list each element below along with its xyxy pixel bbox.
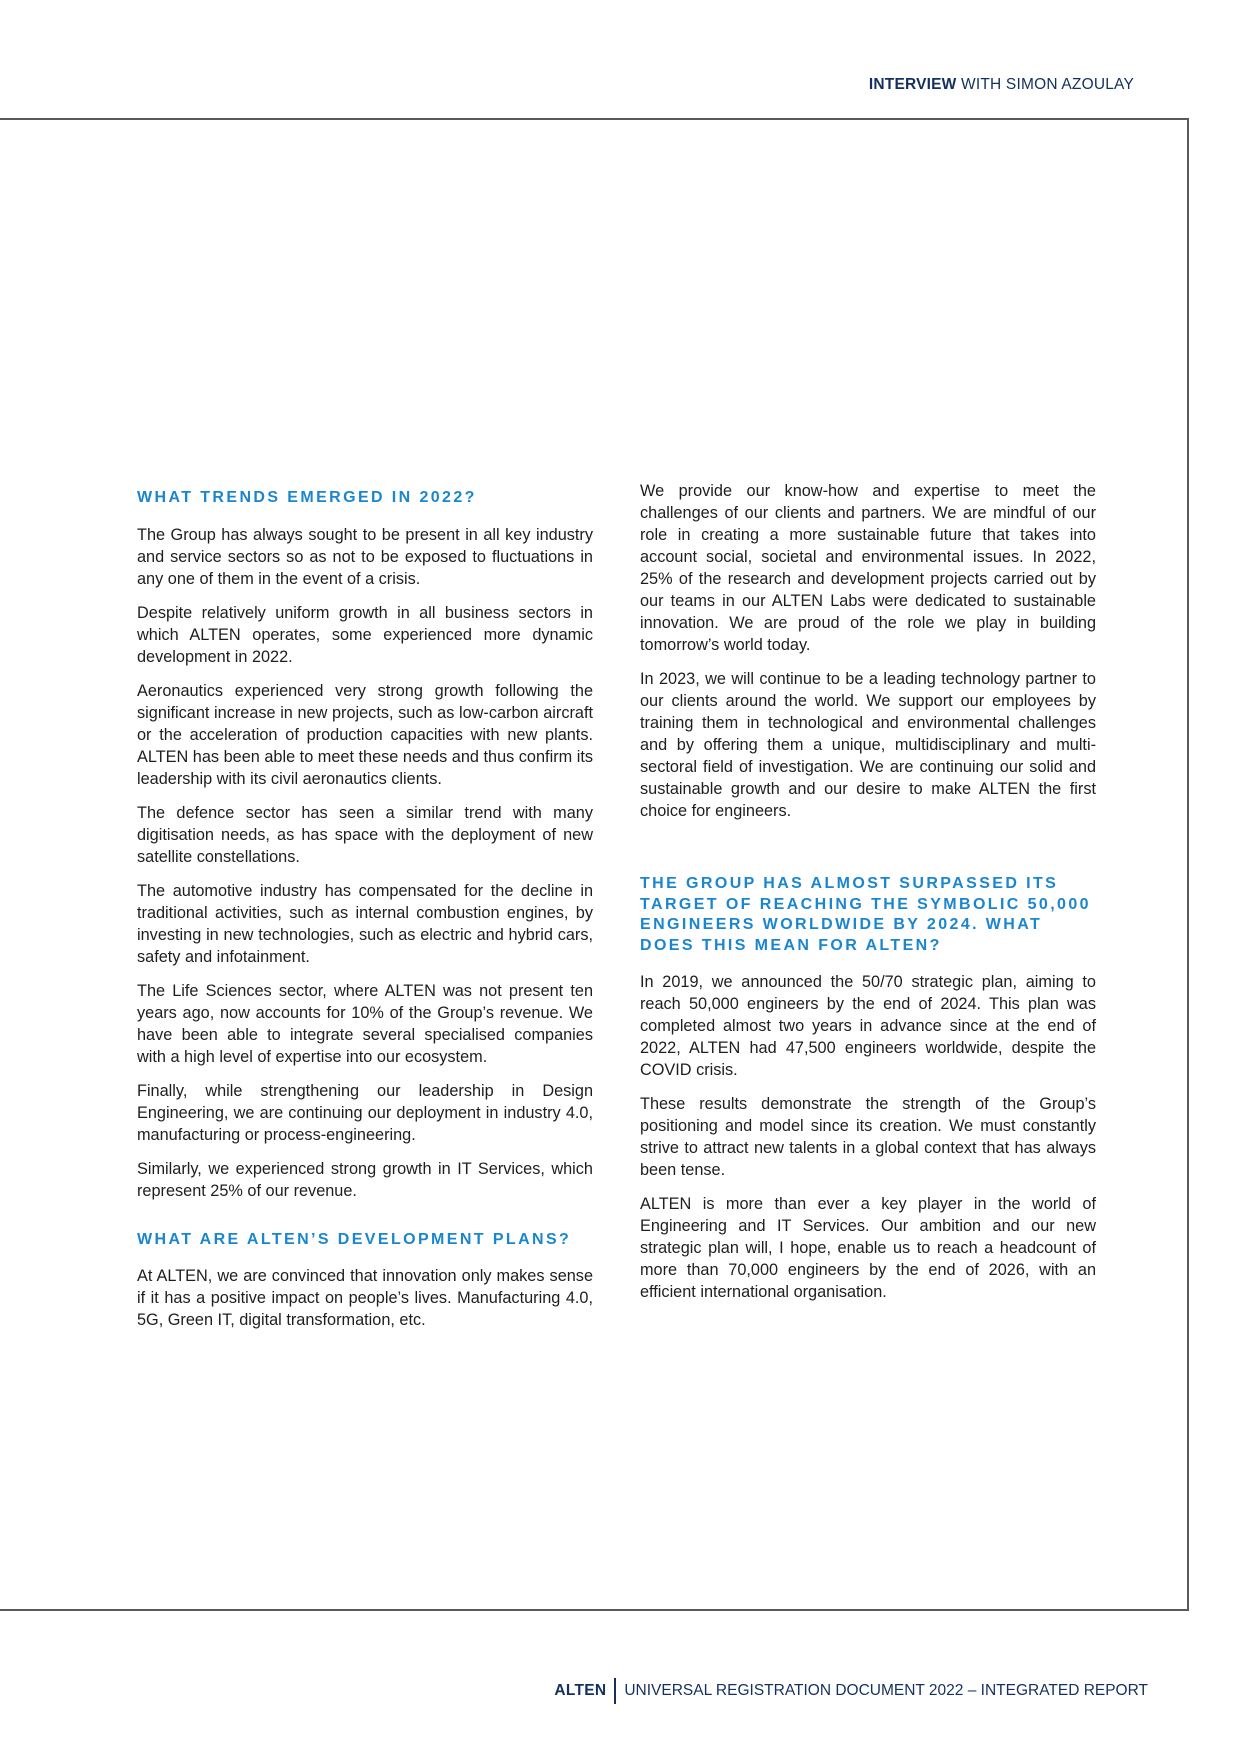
paragraph: ALTEN is more than ever a key player in the world of Engineering and IT Services. Our ambition and our new strategic plan will, I hope, enable us to reach a headcount of more than 70,000 engineers by the end of 2026, with an efficient international organisation.	[640, 1195, 1096, 1301]
left-column	[137, 488, 593, 1343]
paragraph: The automotive industry has compensated for the decline in traditional activities, such as internal combustion engines, by investing in new technologies, such as electric and hybrid cars, safety and infotainment.	[137, 881, 593, 966]
paragraph: In 2023, we will continue to be a leading technology partner to our clients around the world. We support our employees by training them in technological and environmental challenges and by offering them a unique, multidisciplinary and multi-sectoral field of investigation. We are continuing our solid and sustainable growth and our desire to make ALTEN the first choice for engineers.	[640, 670, 1096, 820]
right-column	[640, 480, 1096, 1315]
paragraph: The Group has always sought to be present in all key industry and service sectors so as not to be exposed to fluctuations in any one of them in the event of a crisis.	[137, 525, 593, 588]
paragraph: The defence sector has seen a similar trend with many digitisation needs, as has space with the deployment of new satellite constellations.	[137, 803, 593, 866]
running-head-subject: WITH SIMON AZOULAY	[956, 76, 1134, 93]
section-heading-trends: WHAT TRENDS EMERGED IN 2022?	[137, 489, 477, 506]
paragraph: These results demonstrate the strength of the Group’s positioning and model since its creation. We must constantly strive to attract new talents in a global context that has always been tense.	[640, 1095, 1096, 1179]
paragraph: At ALTEN, we are convinced that innovation only makes sense if it has a positive impact on people’s lives. Manufacturing 4.0, 5G, Green IT, digital transformation, etc.	[137, 1267, 593, 1329]
paragraph: The Life Sciences sector, where ALTEN was not present ten years ago, now accounts for 10% of the Group’s revenue. We have been able to integrate several specialised companies with a high level of expertise into our ecosystem.	[137, 981, 593, 1066]
paragraph: Despite relatively uniform growth in all business sectors in which ALTEN operates, some experienced more dynamic development in 2022.	[137, 603, 593, 666]
footer-divider	[614, 1678, 616, 1704]
page-footer	[554, 1677, 1148, 1705]
paragraph: Aeronautics experienced very strong growth following the significant increase in new projects, such as low-carbon aircraft or the acceleration of production capacities with new plants. ALTEN has been able to meet these needs and thus confirm its leadership with its civil aeronautics clients.	[137, 681, 593, 788]
paragraph: In 2019, we announced the 50/70 strategic plan, aiming to reach 50,000 engineers by the end of 2024. This plan was completed almost two years in advance since at the end of 2022, ALTEN had 47,500 engineers worldwide, despite the COVID crisis.	[640, 973, 1096, 1079]
running-head	[869, 76, 1134, 94]
paragraph: Similarly, we experienced strong growth in IT Services, which represent 25% of our revenue.	[137, 1159, 593, 1200]
section-heading-development-plans: WHAT ARE ALTEN’S DEVELOPMENT PLANS?	[137, 1230, 572, 1248]
running-head-label: INTERVIEW	[868, 76, 957, 93]
section-heading-50000-engineers: THE GROUP HAS ALMOST SURPASSED ITS TARGET OF REACHING THE SYMBOLIC 50,000 ENGINEERS WORLDWIDE BY 2024. WHAT DOES THIS MEAN FOR ALTEN?	[640, 875, 1091, 954]
paragraph: We provide our know-how and expertise to meet the challenges of our clients and partners. We are mindful of our role in creating a more sustainable future that takes into account social, societal and environmental issues. In 2022, 25% of the research and development projects carried out by our teams in our ALTEN Labs were dedicated to sustainable innovation. We are proud of the role we play in building tomorrow’s world today.	[640, 482, 1096, 654]
paragraph: Finally, while strengthening our leadership in Design Engineering, we are continuing our deployment in industry 4.0, manufacturing or process-engineering.	[137, 1081, 593, 1144]
footer-brand: ALTEN	[554, 1682, 607, 1699]
footer-document-title: UNIVERSAL REGISTRATION DOCUMENT 2022 – INTEGRATED REPORT	[624, 1682, 1148, 1699]
